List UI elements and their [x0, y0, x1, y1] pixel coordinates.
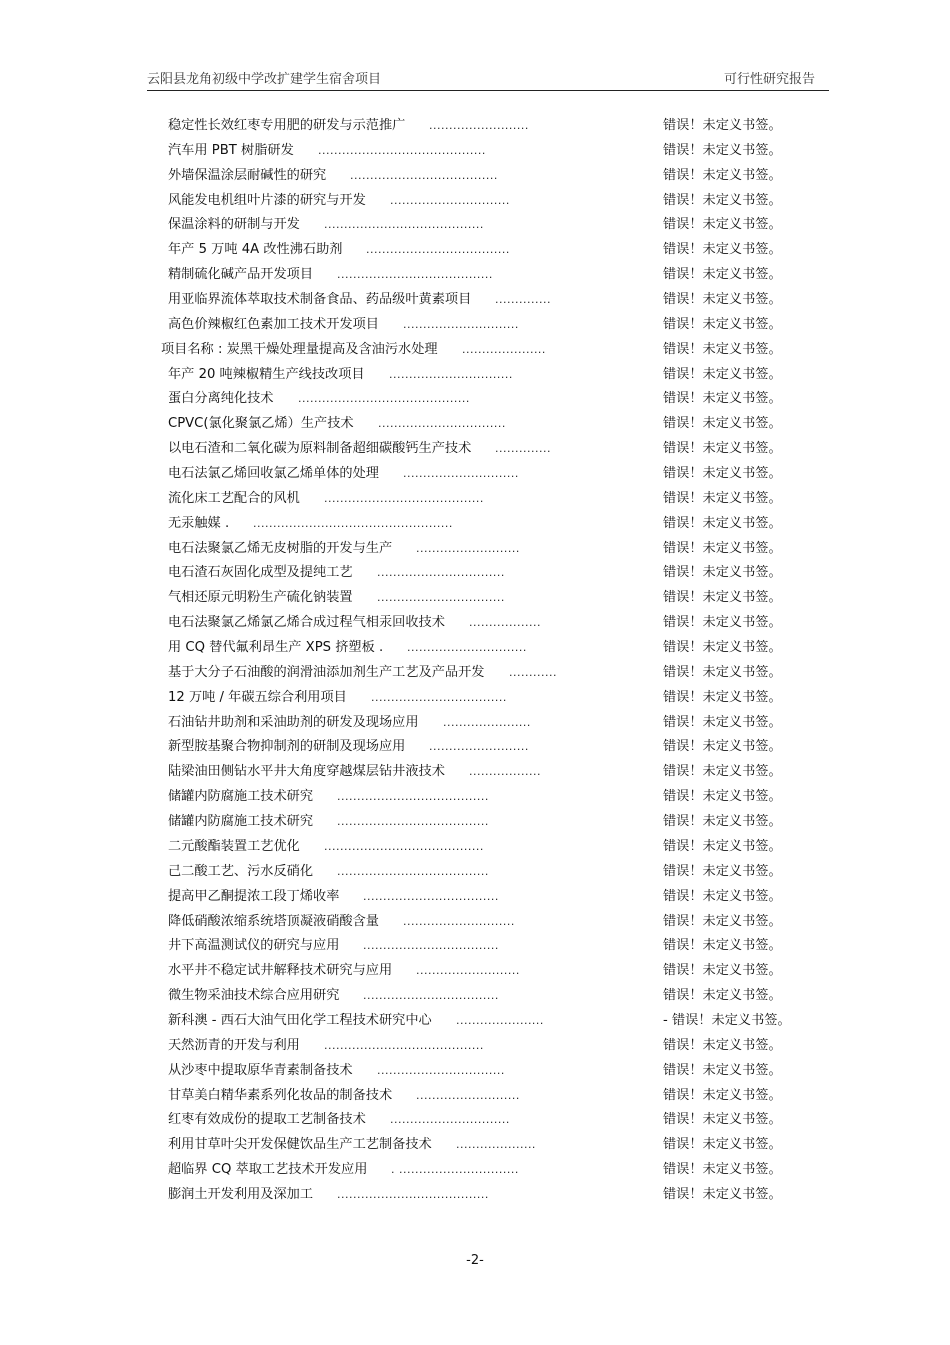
toc-entry-title: 无汞触媒 . — [168, 515, 230, 531]
toc-entry[interactable] — [0, 984, 950, 1009]
toc-entry[interactable] — [0, 263, 950, 288]
toc-entry[interactable] — [0, 1108, 950, 1133]
toc-entry-title: 新科澳 - 西石大油气田化学工程技术研究中心 — [168, 1012, 432, 1028]
toc-leader-dots: ........................................ — [324, 839, 484, 853]
toc-entry[interactable] — [0, 611, 950, 636]
toc-leader-dots: ............................... — [389, 367, 513, 381]
toc-entry-title: 12 万吨 / 年碳五综合利用项目 — [168, 689, 347, 705]
toc-entry-title: 微生物采油技术综合应用研究 — [168, 988, 340, 1004]
toc-entry[interactable] — [0, 1034, 950, 1059]
toc-entry-page-ref: 错误！未定义书签。 — [663, 988, 782, 1004]
toc-leader-dots: ............................. — [403, 467, 519, 481]
toc-entry-title: 红枣有效成份的提取工艺制备技术 — [168, 1112, 366, 1128]
toc-entry[interactable] — [0, 810, 950, 835]
toc-entry-title: 基于大分子石油酸的润滑油添加剂生产工艺及产品开发 — [168, 664, 485, 680]
toc-leader-dots: ........................................ — [324, 1038, 484, 1052]
toc-entry-title: 电石渣石灰固化成型及提纯工艺 — [168, 565, 353, 581]
toc-entry-page-ref: 错误！未定义书签。 — [663, 615, 782, 631]
toc-leader-dots: .............................. — [390, 1113, 510, 1127]
toc-entry-page-ref: 错误！未定义书签。 — [663, 192, 782, 208]
toc-leader-dots: ...................................... — [337, 815, 489, 829]
toc-entry-title: 井下高温测试仪的研究与应用 — [168, 938, 340, 954]
toc-entry[interactable] — [0, 1158, 950, 1183]
toc-entry-page-ref: 错误！未定义书签。 — [663, 863, 782, 879]
toc-entry[interactable] — [0, 164, 950, 189]
toc-entry[interactable] — [0, 735, 950, 760]
toc-entry-title: 甘草美白精华素系列化妆品的制备技术 — [168, 1087, 393, 1103]
toc-entry-title: 提高甲乙酮提浓工段丁烯收率 — [168, 888, 340, 904]
toc-entry[interactable] — [0, 835, 950, 860]
toc-leader-dots: ................................ — [377, 1063, 505, 1077]
toc-entry-title: 以电石渣和二氧化碳为原料制备超细碳酸钙生产技术 — [168, 441, 472, 457]
toc-entry-title: 二元酸酯装置工艺优化 — [168, 838, 300, 854]
toc-leader-dots: ........................................ — [324, 491, 484, 505]
toc-entry-title: 利用甘草叶尖开发保健饮品生产工艺制备技术 — [168, 1137, 432, 1153]
toc-entry-page-ref: 错误！未定义书签。 — [663, 565, 782, 581]
toc-leader-dots: ..................... — [462, 342, 546, 356]
toc-leader-dots: ................................ — [377, 566, 505, 580]
toc-entry-page-ref: 错误！未定义书签。 — [663, 590, 782, 606]
toc-entry-title: 蛋白分离纯化技术 — [168, 391, 274, 407]
toc-entry-title: 稳定性长效红枣专用肥的研发与示范推广 — [168, 118, 406, 133]
toc-entry-page-ref: 错误！未定义书签。 — [663, 540, 782, 556]
toc-entry[interactable] — [0, 1183, 950, 1208]
header-report-title: 可行性研究报告 — [723, 72, 815, 87]
toc-entry-page-ref: 错误！未定义书签。 — [663, 515, 782, 531]
toc-leader-dots: ...................................... — [337, 790, 489, 804]
toc-entry-title: 用 CQ 替代氟利昂生产 XPS 挤塑板 . — [168, 640, 384, 656]
toc-entry-title: 储罐内防腐施工技术研究 — [168, 789, 314, 805]
toc-entry[interactable] — [0, 462, 950, 487]
toc-entry-page-ref: 错误！未定义书签。 — [663, 1037, 782, 1053]
toc-entry-title: 从沙枣中提取原华青素制备技术 — [168, 1062, 353, 1078]
toc-leader-dots: ..................................... — [350, 168, 498, 182]
header-project-title: 云阳县龙角初级中学改扩建学生宿舍项目 — [147, 72, 382, 87]
toc-leader-dots: .................................... — [366, 243, 510, 257]
toc-entry-page-ref: 错误！未定义书签。 — [663, 689, 782, 705]
toc-entry-title: CPVC(氯化聚氯乙烯）生产技术 — [168, 416, 354, 432]
toc-leader-dots: .................................................. — [253, 516, 453, 530]
toc-leader-dots: .................................. — [363, 889, 499, 903]
toc-leader-dots: .......................... — [416, 964, 520, 978]
toc-entry[interactable] — [0, 238, 950, 263]
toc-entry-page-ref: 错误！未定义书签。 — [663, 1062, 782, 1078]
toc-entry-page-ref: 错误！未定义书签。 — [663, 341, 782, 357]
toc-leader-dots: ................................ — [377, 591, 505, 605]
toc-entry[interactable] — [0, 1084, 950, 1109]
toc-entry-page-ref: 错误！未定义书签。 — [663, 664, 782, 680]
toc-entry[interactable] — [0, 686, 950, 711]
toc-leader-dots: .................................. — [363, 989, 499, 1003]
toc-leader-dots: .................. — [469, 616, 541, 630]
toc-entry[interactable] — [0, 661, 950, 686]
toc-entry-title: 气相还原元明粉生产硫化钠装置 — [168, 590, 353, 606]
toc-entry[interactable] — [0, 885, 950, 910]
toc-entry-page-ref: 错误！未定义书签。 — [663, 292, 782, 308]
toc-entry-page-ref: 错误！未定义书签。 — [663, 1112, 782, 1128]
toc-entry-title: 己二酸工艺、污水反硝化 — [168, 863, 314, 879]
toc-entry-page-ref: - 错误！未定义书签。 — [663, 1012, 791, 1028]
toc-entry[interactable] — [0, 363, 950, 388]
toc-entry-page-ref: 错误！未定义书签。 — [663, 217, 782, 233]
toc-leader-dots: ......................... — [429, 740, 529, 754]
toc-entry[interactable] — [0, 139, 950, 164]
toc-leader-dots: .................................. — [371, 690, 507, 704]
toc-entry-page-ref: 错误！未定义书签。 — [663, 963, 782, 979]
toc-entry-page-ref: 错误！未定义书签。 — [663, 167, 782, 183]
toc-leader-dots: ........................................... — [298, 392, 470, 406]
toc-entry-page-ref: 错误！未定义书签。 — [663, 1137, 782, 1153]
toc-entry-title: 电石法聚氯乙烯无皮树脂的开发与生产 — [168, 540, 393, 556]
toc-entry[interactable] — [0, 189, 950, 214]
toc-leader-dots: .............................. — [390, 193, 510, 207]
page-number: -2- — [466, 1253, 484, 1268]
toc-entry-page-ref: 错误！未定义书签。 — [663, 764, 782, 780]
toc-entry[interactable] — [0, 760, 950, 785]
toc-entry-page-ref: 错误！未定义书签。 — [663, 391, 782, 407]
toc-entry[interactable] — [0, 313, 950, 338]
toc-leader-dots: .......................................... — [318, 143, 486, 157]
toc-entry-page-ref: 错误！未定义书签。 — [663, 118, 782, 133]
page-header — [147, 66, 829, 91]
toc-entry-page-ref: 错误！未定义书签。 — [663, 888, 782, 904]
toc-entry-title: 项目名称 : 炭黑干燥处理量提高及含油污水处理 — [161, 341, 438, 357]
toc-entry-page-ref: 错误！未定义书签。 — [663, 838, 782, 854]
toc-entry-page-ref: 错误！未定义书签。 — [663, 441, 782, 457]
toc-leader-dots: .................... — [456, 1138, 536, 1152]
toc-entry[interactable] — [0, 636, 950, 661]
toc-entry-title: 石油钻井助剂和采油助剂的研发及现场应用 — [168, 714, 419, 730]
toc-entry[interactable] — [0, 910, 950, 935]
toc-leader-dots: ...................................... — [337, 1187, 489, 1201]
toc-entry[interactable] — [0, 487, 950, 512]
toc-entry-title: 膨润土开发利用及深加工 — [168, 1186, 314, 1202]
toc-leader-dots: .......................... — [416, 541, 520, 555]
toc-entry-title: 天然沥青的开发与利用 — [168, 1037, 300, 1053]
toc-entry[interactable] — [0, 338, 950, 363]
toc-entry-title: 年产 20 吨辣椒精生产线技改项目 — [168, 366, 365, 382]
toc-leader-dots: . .............................. — [391, 1163, 519, 1177]
toc-entry-page-ref: 错误！未定义书签。 — [663, 938, 782, 954]
toc-entry[interactable] — [0, 512, 950, 537]
toc-entry[interactable] — [0, 537, 950, 562]
toc-entry-title: 汽车用 PBT 树脂研发 — [168, 142, 294, 158]
toc-entry[interactable] — [0, 387, 950, 412]
toc-leader-dots: .............................. — [407, 641, 527, 655]
toc-entry[interactable] — [0, 1009, 950, 1034]
toc-entry-title: 降低硝酸浓缩系统塔顶凝液硝酸含量 — [168, 913, 379, 929]
toc-leader-dots: .............. — [495, 293, 551, 307]
toc-entry[interactable] — [0, 711, 950, 736]
toc-entry-title: 风能发电机组叶片漆的研究与开发 — [168, 192, 366, 208]
toc-leader-dots: .............. — [495, 442, 551, 456]
toc-entry[interactable] — [0, 860, 950, 885]
toc-entry-title: 电石法聚氯乙烯氯乙烯合成过程气相汞回收技术 — [168, 615, 445, 631]
toc-entry-page-ref: 错误！未定义书签。 — [663, 789, 782, 805]
toc-entry-title: 水平井不稳定试井解释技术研究与应用 — [168, 963, 393, 979]
toc-leader-dots: ...................... — [456, 1013, 544, 1027]
toc-entry-page-ref: 错误！未定义书签。 — [663, 913, 782, 929]
toc-entry[interactable] — [0, 213, 950, 238]
toc-entry-title: 年产 5 万吨 4A 改性沸石助剂 — [168, 242, 343, 258]
toc-entry-page-ref: 错误！未定义书签。 — [663, 416, 782, 432]
toc-leader-dots: ................................ — [378, 417, 506, 431]
toc-leader-dots: ...................... — [443, 715, 531, 729]
toc-entry[interactable] — [0, 1059, 950, 1084]
toc-entry[interactable] — [0, 437, 950, 462]
toc-entry-page-ref: 错误！未定义书签。 — [663, 490, 782, 506]
toc-leader-dots: .................................. — [363, 939, 499, 953]
toc-leader-dots: ....................................... — [337, 268, 493, 282]
toc-entry-page-ref: 错误！未定义书签。 — [663, 1162, 782, 1178]
toc-entry-title: 保温涂料的研制与开发 — [168, 217, 300, 233]
toc-entry[interactable] — [0, 288, 950, 313]
toc-entry-title: 储罐内防腐施工技术研究 — [168, 814, 314, 830]
toc-entry[interactable] — [0, 1133, 950, 1158]
toc-entry[interactable] — [0, 586, 950, 611]
toc-entry-page-ref: 错误！未定义书签。 — [663, 466, 782, 482]
toc-entry-title: 新型胺基聚合物抑制剂的研制及现场应用 — [168, 739, 406, 755]
toc-entry-page-ref: 错误！未定义书签。 — [663, 267, 782, 283]
toc-entry-page-ref: 错误！未定义书签。 — [663, 242, 782, 258]
toc-leader-dots: ...................................... — [337, 864, 489, 878]
toc-leader-dots: ............................ — [403, 914, 515, 928]
toc-leader-dots: .................. — [469, 765, 541, 779]
toc-entry[interactable] — [0, 561, 950, 586]
toc-entry[interactable] — [0, 934, 950, 959]
toc-entry-page-ref: 错误！未定义书签。 — [663, 814, 782, 830]
toc-entry-title: 精制硫化碱产品开发项目 — [168, 267, 314, 283]
table-of-contents — [0, 114, 950, 1208]
toc-entry-title: 用亚临界流体萃取技术制备食品、药品级叶黄素项目 — [168, 292, 472, 308]
toc-entry-page-ref: 错误！未定义书签。 — [663, 640, 782, 656]
toc-entry-page-ref: 错误！未定义书签。 — [663, 1186, 782, 1202]
toc-entry[interactable] — [0, 114, 950, 139]
toc-entry-page-ref: 错误！未定义书签。 — [663, 316, 782, 332]
toc-entry-page-ref: 错误！未定义书签。 — [663, 142, 782, 158]
toc-entry-title: 外墙保温涂层耐碱性的研究 — [168, 167, 327, 183]
toc-leader-dots: .......................... — [416, 1088, 520, 1102]
toc-entry-page-ref: 错误！未定义书签。 — [663, 739, 782, 755]
toc-entry-title: 流化床工艺配合的风机 — [168, 490, 300, 506]
toc-entry-title: 超临界 CQ 萃取工艺技术开发应用 — [168, 1162, 368, 1178]
toc-leader-dots: ............................. — [403, 317, 519, 331]
toc-entry-title: 陆梁油田侧钻水平井大角度穿越煤层钻井液技术 — [168, 764, 445, 780]
toc-entry-title: 高色价辣椒红色素加工技术开发项目 — [168, 316, 379, 332]
toc-entry-title: 电石法氯乙烯回收氯乙烯单体的处理 — [168, 466, 379, 482]
toc-leader-dots: ........................................ — [324, 218, 484, 232]
toc-entry-page-ref: 错误！未定义书签。 — [663, 366, 782, 382]
toc-leader-dots: ............ — [509, 665, 557, 679]
toc-entry[interactable] — [0, 785, 950, 810]
toc-entry-page-ref: 错误！未定义书签。 — [663, 1087, 782, 1103]
toc-entry[interactable] — [0, 412, 950, 437]
toc-leader-dots: ......................... — [429, 119, 529, 132]
toc-entry-page-ref: 错误！未定义书签。 — [663, 714, 782, 730]
toc-entry[interactable] — [0, 959, 950, 984]
